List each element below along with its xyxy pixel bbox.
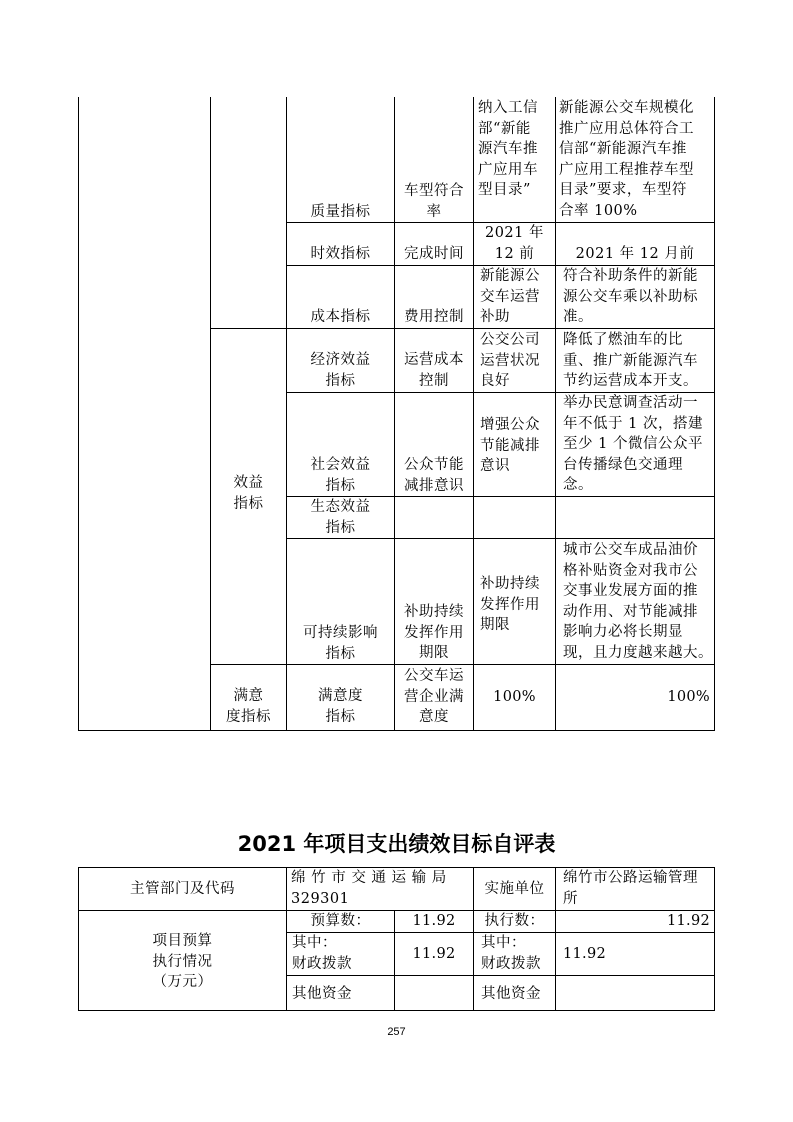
satisfaction-target: 100% [493, 689, 536, 705]
timeliness-actual: 2021 年 12 月前 [575, 246, 695, 262]
cost-indicator: 成本指标 [310, 309, 371, 325]
dept-label: 主管部门及代码 [130, 881, 235, 897]
table-border [210, 97, 211, 731]
table-border [210, 328, 715, 329]
other-funds-label: 其他资金 [292, 986, 352, 1002]
table-border [78, 97, 79, 731]
exec-count-label: 执行数： [484, 913, 545, 929]
exec-count-value: 11.92 [666, 913, 710, 929]
quality-indicator: 质量指标 [310, 204, 371, 220]
satisfaction-subindicator: 公交车运 营企业满 意度 [404, 668, 464, 725]
sustainable-actual: 城市公交车成品油价 格补贴资金对我市公 交事业发展方面的推 动作用、对节能减排 影响力必将长期显 现，且力度越来越大。 [563, 542, 713, 661]
social-target: 增强公众 节能减排 意识 [480, 417, 540, 474]
ecological-indicator: 生态效益 指标 [310, 499, 371, 536]
timeliness-indicator: 时效指标 [310, 246, 371, 262]
table-border [286, 975, 715, 976]
table-border [714, 867, 715, 1011]
budget-label: 项目预算 执行情况 （万元） [152, 933, 213, 990]
fiscal-exec-label: 其中： 财政拨款 [481, 935, 541, 972]
sustainable-target: 补助持续 发挥作用 期限 [480, 576, 540, 633]
fiscal-budget-value: 11.92 [412, 946, 456, 962]
fiscal-exec-value: 11.92 [563, 946, 607, 962]
fiscal-budget-label: 其中： 财政拨款 [292, 935, 352, 972]
impl-value: 绵竹市公路运输管理 所 [563, 870, 698, 907]
satisfaction-category: 满意 度指标 [226, 688, 271, 725]
economic-subindicator: 运营成本 控制 [404, 352, 464, 389]
economic-target: 公交公司 运营状况 良好 [480, 332, 540, 389]
sustainable-subindicator: 补助持续 发挥作用 期限 [404, 604, 464, 661]
table-border [210, 664, 715, 665]
table-border [555, 867, 556, 1011]
economic-indicator: 经济效益 指标 [310, 352, 371, 389]
cost-target: 新能源公 交车运营 补助 [480, 268, 540, 325]
table-border [78, 1010, 715, 1011]
quality-actual: 新能源公交车规模化 推广应用总体符合工 信部“新能源汽车推 广应用工程推荐车型 目录”要求，车型符 合率 100% [559, 100, 694, 219]
timeliness-subindicator: 完成时间 [404, 246, 464, 262]
quality-subindicator: 车型符合 率 [404, 183, 464, 220]
cost-subindicator: 费用控制 [404, 309, 464, 325]
timeliness-target: 2021 年 12 前 [484, 225, 544, 262]
table-border [286, 538, 715, 539]
table-border [473, 97, 474, 731]
social-actual: 举办民意调查活动一 年不低于 1 次，搭建 至少 1 个微信公众平 台传播绿色交通理 念。 [563, 395, 703, 493]
satisfaction-actual: 100% [667, 689, 710, 705]
satisfaction-indicator: 满意度 指标 [318, 688, 363, 725]
table-border [555, 97, 556, 731]
table-border [78, 730, 715, 731]
quality-target: 纳入工信 部“新能 源汽车推 广应用车 型目录” [478, 100, 538, 198]
economic-actual: 降低了燃油车的比 重、推广新能源汽车 节约运营成本开支。 [563, 332, 698, 389]
social-subindicator: 公众节能 减排意识 [404, 457, 464, 494]
other-funds-label-exec: 其他资金 [481, 986, 541, 1002]
budget-count-label: 预算数： [310, 913, 371, 929]
cost-actual: 符合补助条件的新能 源公交车乘以补助标 准。 [563, 268, 698, 325]
page-number: 257 [387, 1026, 406, 1038]
budget-count-value: 11.92 [412, 913, 456, 929]
sustainable-indicator: 可持续影响 指标 [303, 625, 378, 662]
table-border [714, 97, 715, 731]
benefit-category: 效益 指标 [233, 475, 264, 512]
section-title: 2021 年项目支出绩效目标自评表 [237, 832, 556, 856]
dept-value: 绵 竹 市 交 通 运 输 局 329301 [291, 870, 447, 907]
impl-label: 实施单位 [484, 881, 545, 897]
social-indicator: 社会效益 指标 [310, 457, 371, 494]
table-border [286, 867, 287, 1011]
